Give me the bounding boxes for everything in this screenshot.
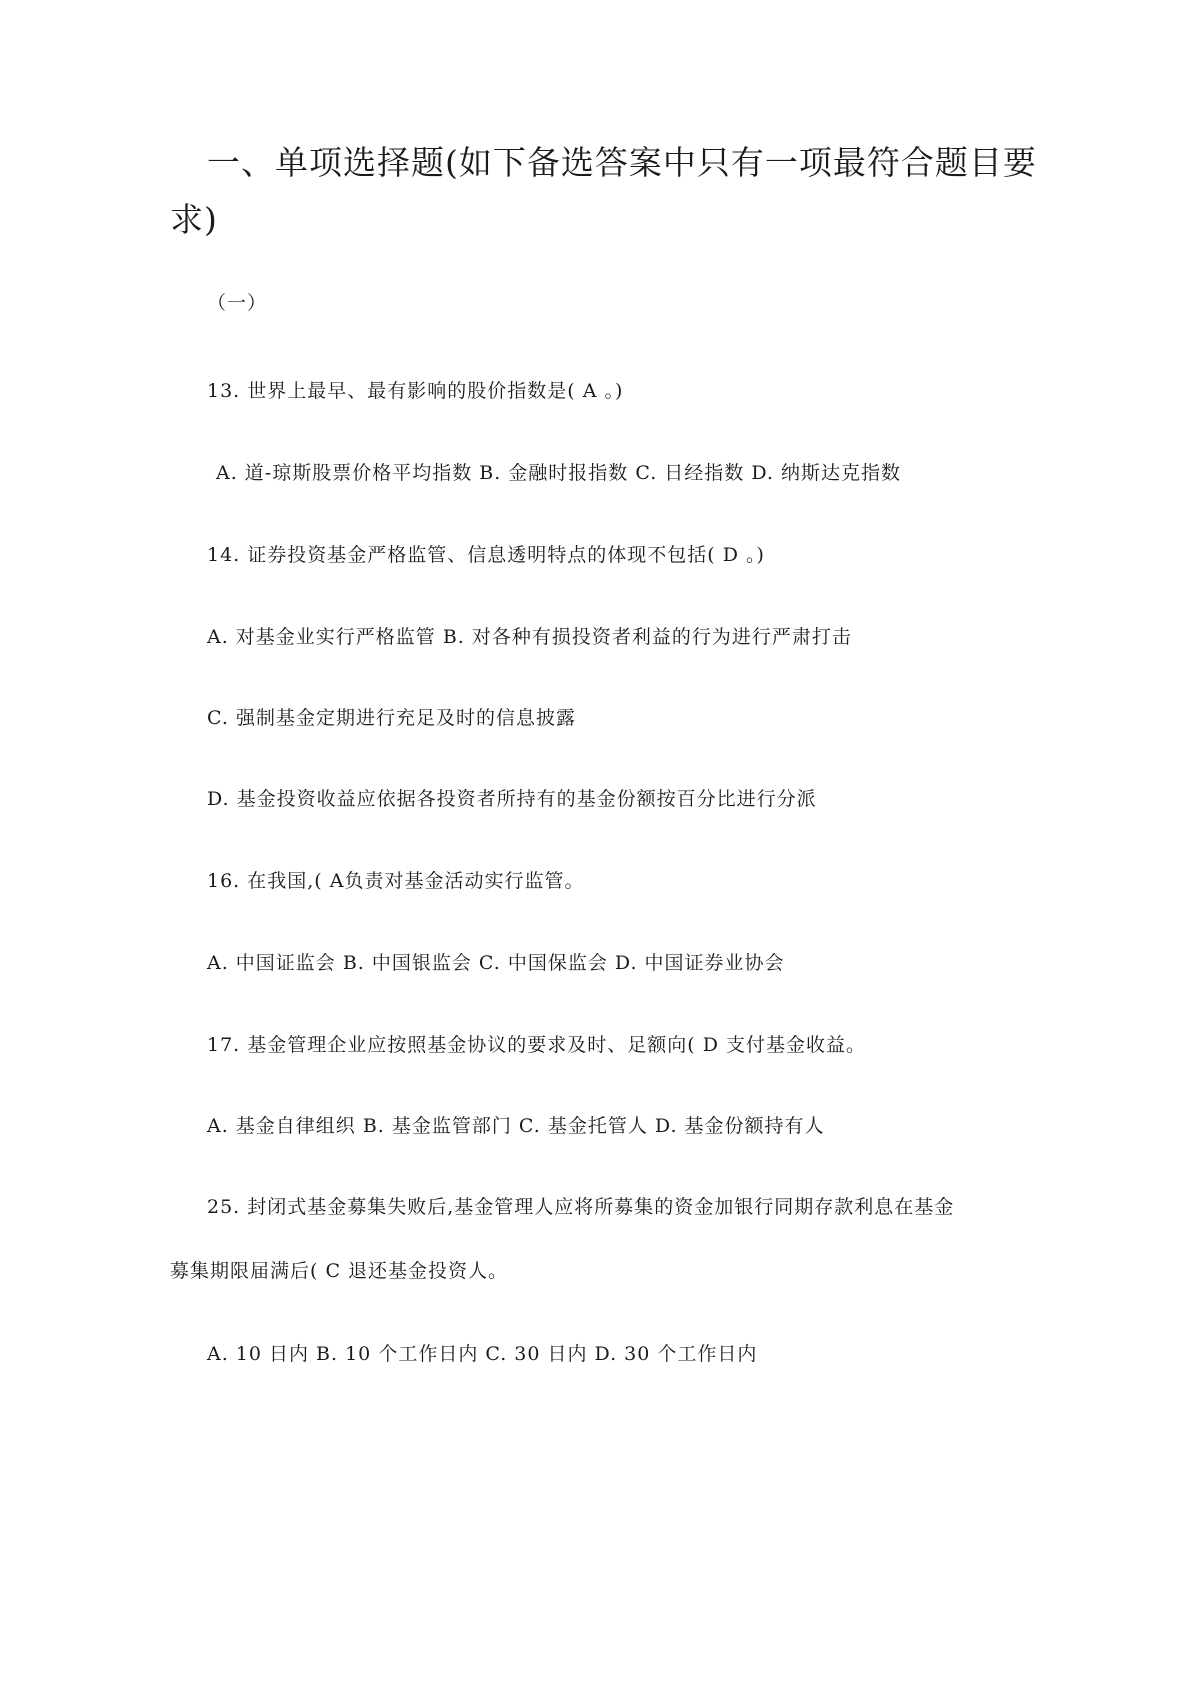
- question-17-stem: 17. 基金管理企业应按照基金协议的要求及时、足额向( D 支付基金收益。: [207, 1034, 866, 1056]
- section-title-line-1: 一、单项选择题(如下备选答案中只有一项最符合题目要: [207, 143, 1037, 182]
- question-25-options: A. 10 日内 B. 10 个工作日内 C. 30 日内 D. 30 个工作日内: [207, 1343, 758, 1365]
- question-13-options: A. 道-琼斯股票价格平均指数 B. 金融时报指数 C. 日经指数 D. 纳斯达克指数: [216, 462, 901, 484]
- question-14-option-ab: A. 对基金业实行严格监管 B. 对各种有损投资者利益的行为进行严肃打击: [207, 626, 852, 648]
- question-13-stem: 13. 世界上最早、最有影响的股价指数是( A 。): [207, 380, 624, 402]
- question-14-option-c: C. 强制基金定期进行充足及时的信息披露: [207, 707, 576, 729]
- section-title-line-2: 求): [170, 200, 218, 239]
- question-25-stem-line-2: 募集期限届满后( C 退还基金投资人。: [170, 1260, 509, 1282]
- question-25-stem-line-1: 25. 封闭式基金募集失败后,基金管理人应将所募集的资金加银行同期存款利息在基金: [207, 1196, 955, 1218]
- question-14-stem: 14. 证券投资基金严格监管、信息透明特点的体现不包括( D 。): [207, 544, 765, 566]
- question-14-option-d: D. 基金投资收益应依据各投资者所持有的基金份额按百分比进行分派: [207, 788, 817, 810]
- question-17-options: A. 基金自律组织 B. 基金监管部门 C. 基金托管人 D. 基金份额持有人: [207, 1115, 825, 1137]
- question-16-options: A. 中国证监会 B. 中国银监会 C. 中国保监会 D. 中国证券业协会: [207, 952, 785, 974]
- subsection-label: （一）: [207, 292, 268, 314]
- question-16-stem: 16. 在我国,( A负责对基金活动实行监管。: [207, 870, 585, 892]
